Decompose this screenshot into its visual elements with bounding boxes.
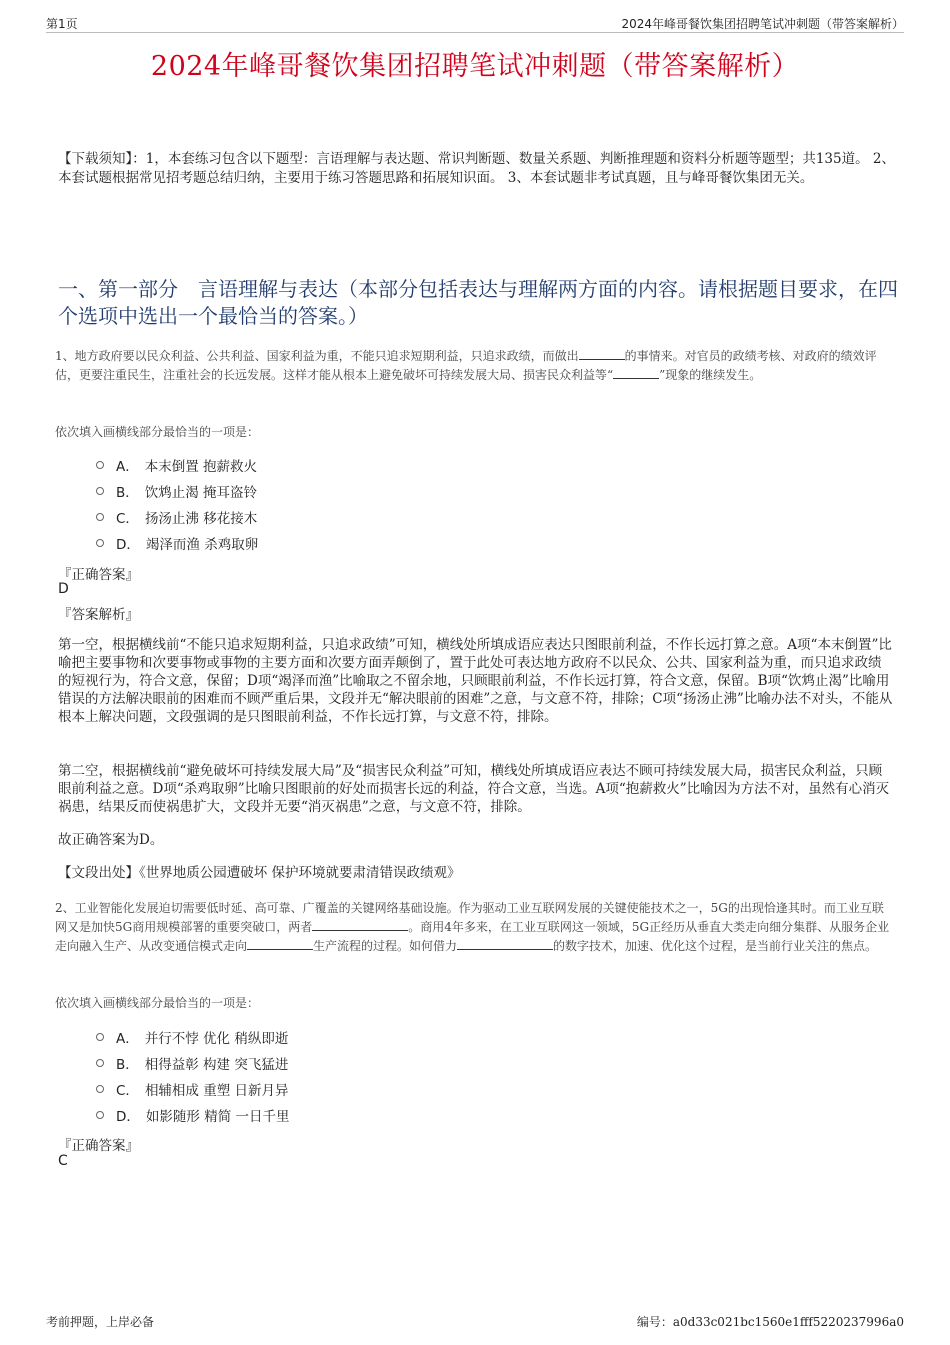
question-1-text: 1、地方政府要以民众利益、公共利益、国家利益为重，不能只追求短期利益，只追求政绩，而做出 的事情来。对官员的政绩考核、对政府的绩效评估，更要注重民生，注重社会的长远发展。这样才能从根本上避免破坏可持续发展大局、损害民众利益等“ ”现象的继续发生。 [55,349,877,382]
radio-icon[interactable] [96,461,104,469]
footer-slogan: 考前押题，上岸必备 [46,1315,155,1329]
question-2-text: 2、工业智能化发展迫切需要低时延、高可靠、广覆盖的关键网络基础设施。作为驱动工业互联网发展的关键使能技术之一，5G的出现恰逢其时。而工业互联网又是加快5G商用规模部署的重要突破口，两者 。商用4年多来，在工业互联网这一领域，5G正经历从垂直大类走向细分集群、从服务企业走向融入生产、从改变通信模式走向 生产流程的过程。如何借力 的数字技术，加速、优化这个过程，是当前行业关注的焦点。 [55,901,890,953]
source-citation: 【文段出处】《世界地质公园遭破坏 保护环境就要肃清错误政绩观》 [58,865,461,881]
section-title: 一、第一部分 言语理解与表达（本部分包括表达与理解两方面的内容。请根据题目要求，在四个选项中选出一个最恰当的答案。） [58,277,898,328]
option-a[interactable]: A． 本末倒置 抱薪救火 [96,452,258,478]
answer-label: 『正确答案』 [58,1138,139,1154]
option-c[interactable]: C． 相辅相成 重塑 日新月异 [96,1076,290,1102]
answer-value: C [58,1153,68,1169]
header-doc-title: 2024年峰哥餐饮集团招聘笔试冲刺题（带答案解析） [621,16,904,31]
radio-icon[interactable] [96,1033,104,1041]
question-2-prompt: 依次填入画横线部分最恰当的一项是： [55,996,260,1010]
analysis-paragraph-1: 第一空，根据横线前“不能只追求短期利益，只追求政绩”可知，横线处所填成语应表达只图眼前利益，不作长远打算之意。A项“本末倒置”比喻把主要事物和次要事物或事物的主要方面和次要方面弄颠倒了，置于此处可表达地方政府不以民众、公共、国家利益为重，而只追求政绩的短视行为，符合文意，保留；D项“竭泽而渔”比喻取之不留余地，只顾眼前利益，不作长远打算，符合文意，保留。B项“饮鸩止渴”比喻用错误的方法解决眼前的困难而不顾严重后果，文段并无“解决眼前的困难”之意，与文意不符，排除；C项“扬汤止沸”比喻办法不对头，不能从根本上解决问题，文段强调的是只图眼前利益，不作长远打算，与文意不符，排除。 [58,637,893,725]
download-notice: 【下载须知】：1，本套练习包含以下题型：言语理解与表达题、常识判断题、数量关系题、判断推理题和资料分析题等题型；共135道。 2、本套试题根据常见招考题总结归纳，主要用于练习答题思路和拓展知识面。 3、本套试题非考试真题，且与峰哥餐饮集团无关。 [58,151,895,186]
question-1-prompt: 依次填入画横线部分最恰当的一项是： [55,425,260,439]
page-footer [46,1313,904,1330]
footer-doc-id: 编号：a0d33c021bc1560e1fff5220237996a0 [636,1315,904,1329]
document-title: 2024年峰哥餐饮集团招聘笔试冲刺题（带答案解析） [150,51,800,82]
radio-icon[interactable] [96,513,104,521]
radio-icon[interactable] [96,1059,104,1067]
radio-icon[interactable] [96,487,104,495]
option-d[interactable]: D． 竭泽而渔 杀鸡取卵 [96,530,258,556]
radio-icon[interactable] [96,539,104,547]
question-2-options [96,1024,290,1128]
answer-value: D [58,581,69,597]
answer-label: 『正确答案』 [58,567,139,583]
option-d[interactable]: D． 如影随形 精简 一日千里 [96,1102,290,1128]
radio-icon[interactable] [96,1111,104,1119]
option-c[interactable]: C． 扬汤止沸 移花接木 [96,504,258,530]
option-b[interactable]: B． 相得益彰 构建 突飞猛进 [96,1050,290,1076]
option-b[interactable]: B． 饮鸩止渴 掩耳盗铃 [96,478,258,504]
analysis-label: 『答案解析』 [58,607,139,623]
page-number: 第1页 [46,16,78,31]
radio-icon[interactable] [96,1085,104,1093]
analysis-conclusion: 故正确答案为D。 [58,832,164,848]
page-header [46,14,904,33]
question-1-options [96,452,258,556]
analysis-paragraph-2: 第二空，根据横线前“避免破坏可持续发展大局”及“损害民众利益”可知，横线处所填成语应表达不顾可持续发展大局，损害民众利益，只顾眼前利益之意。D项“杀鸡取卵”比喻只图眼前的好处而损害长远的利益，符合文意，当选。A项“抱薪救火”比喻因为方法不对，虽然有心消灭祸患，结果反而使祸患扩大，文段并无要“消灭祸患”之意，与文意不符，排除。 [58,763,890,815]
option-a[interactable]: A． 并行不悖 优化 稍纵即逝 [96,1024,290,1050]
